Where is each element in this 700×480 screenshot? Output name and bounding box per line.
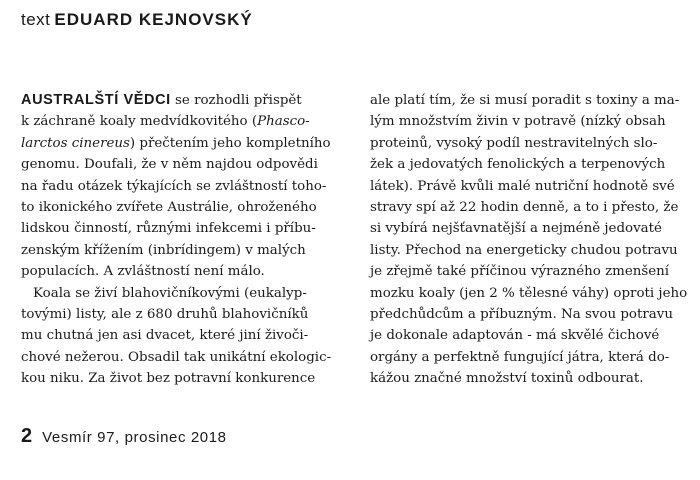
text-line: chové nežerou. Obsadil tak unikátní ekologic- [21,349,332,365]
text-line: kou niku. Za život bez potravní konkurence [21,371,316,387]
author-name: EDUARD KEJNOVSKÝ [54,10,253,29]
lead-in: AUSTRALŠTÍ VĚDCI [21,92,171,108]
species-name-italic: larctos cinereus [21,135,130,151]
issue-info: Vesmír 97, prosinec 2018 [42,429,227,446]
text-line: mozku koaly (jen 2 % tělesné váhy) oproti jeho [370,285,688,301]
text-line: Koala se živí blahovičníkovými (eukalyp- [33,285,307,301]
byline-prefix: text [21,10,51,29]
byline [21,10,253,30]
text-line: ale platí tím, že si musí poradit s toxiny a ma- [370,93,680,108]
text-line: listy. Přechod na energeticky chudou potravu [370,242,678,258]
text-line: látek). Právě kvůli malé nutriční hodnotě své [370,178,675,194]
text-line [21,133,357,154]
text-line: lidskou činností, různými infekcemi i příbu- [21,221,316,237]
text-fragment: ) přečtením jeho kompletního [129,135,331,151]
text-line: populacích. A zvláštností není málo. [21,264,265,280]
text-line: předchůdcům a příbuzným. Na svou potravu [370,307,673,323]
text-line [21,90,357,111]
text-line: je zřejmě také příčinou výrazného zmenšení [370,264,670,280]
text-line: zenským křížením (inbrídingem) v malých [21,242,306,258]
text-line: to ikonického zvířete Austrálie, ohroženého [21,200,317,216]
text-line: orgány a perfektně fungující játra, která do- [370,349,670,365]
text-line: proteinů, vysoký podíl nestravitelných slo- [370,135,658,151]
text-fragment: k záchraně koaly medvídkovitého ( [21,114,258,130]
text-line: je dokonale adaptován - má skvělé čichové [370,328,660,344]
text-line: genomu. Doufali, že v něm najdou odpovědi [21,157,318,173]
page-number: 2 [21,425,33,447]
page-footer [21,425,227,448]
text-fragment: se rozhodli přispět [170,93,302,108]
text-line: žek a jedovatých fenolických a terpenových [370,157,666,173]
text-line: mu chutná jen asi dvacet, které jiní živoči- [21,328,309,344]
article-column-left [21,90,357,390]
text-line: lým množstvím živin v potravě (nízký obsah [370,114,666,130]
text-line: si vybírá nejšťavnatější a nejméně jedovaté [370,221,662,237]
text-line: na řadu otázek týkajících se zvláštností toho- [21,178,327,194]
article-column-right [370,90,688,390]
text-line [21,111,357,132]
text-line: stravy spí až 22 hodin denně, a to i přesto, že [370,200,679,216]
text-line: tovými) listy, ale z 680 druhů blahovičníků [21,307,309,323]
species-name-italic: Phasco- [257,114,310,130]
text-line: kážou značné množství toxinů odbourat. [370,371,644,387]
